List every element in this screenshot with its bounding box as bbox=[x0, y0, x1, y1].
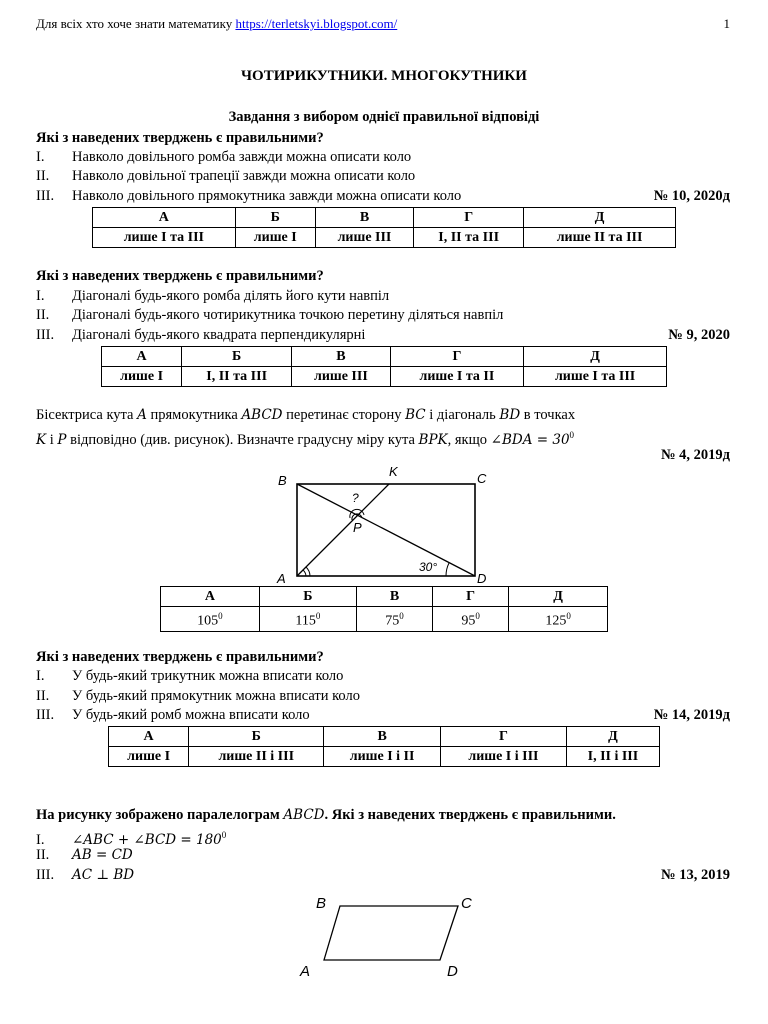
answer-letter: Д bbox=[524, 347, 667, 367]
bisector-ak bbox=[297, 484, 389, 576]
label-30-degrees: 30° bbox=[419, 560, 438, 574]
answer-letter: В bbox=[315, 208, 413, 228]
answer-letter: А bbox=[161, 587, 260, 607]
label-p: P bbox=[353, 520, 362, 535]
answer-letter: Д bbox=[509, 587, 608, 607]
q2-item: I. Діагоналі будь-якого ромба ділять його кути навпіл bbox=[36, 288, 390, 304]
answer-option[interactable]: лише III bbox=[292, 367, 390, 387]
q5-item: I. ∠ABC + ∠BCD = $180^0$ bbox=[36, 830, 227, 848]
label-a: A bbox=[300, 963, 311, 980]
answer-letter: Б bbox=[189, 727, 324, 747]
answer-option[interactable]: лише I та II bbox=[390, 367, 524, 387]
page-header bbox=[36, 16, 397, 32]
answer-letter: Г bbox=[440, 727, 566, 747]
answer-option[interactable]: $105^0$ bbox=[161, 607, 260, 632]
q1-item: II. Навколо довільної трапеції завжди можна описати коло bbox=[36, 168, 416, 184]
label-d: D bbox=[447, 963, 458, 980]
q4-item: II. У будь-який прямокутник можна вписати коло bbox=[36, 688, 360, 704]
answer-letter: А bbox=[93, 208, 236, 228]
blog-link[interactable]: https://terletskyi.blogspot.com/ bbox=[235, 16, 398, 31]
answer-option[interactable]: $95^0$ bbox=[433, 607, 509, 632]
answer-letter: А bbox=[109, 727, 189, 747]
answer-letter: В bbox=[292, 347, 390, 367]
q4-reference: № 14, 2019д bbox=[653, 707, 730, 723]
q1-question: Які з наведених тверджень є правильними? bbox=[36, 130, 324, 146]
rectangle-figure bbox=[270, 462, 500, 586]
answer-letter: В bbox=[356, 587, 432, 607]
q3-answer-table bbox=[160, 586, 608, 632]
answer-option[interactable]: $115^0$ bbox=[259, 607, 356, 632]
q2-reference: № 9, 2020 bbox=[668, 327, 730, 343]
label-c: C bbox=[477, 471, 487, 486]
label-b: B bbox=[316, 895, 327, 912]
parallelogram-abcd bbox=[324, 906, 458, 960]
answer-option[interactable]: I, II та III bbox=[182, 367, 292, 387]
page-title: ЧОТИРИКУТНИКИ. МНОГОКУТНИКИ bbox=[241, 68, 527, 84]
q1-item: I. Навколо довільного ромба завжди можна описати коло bbox=[36, 149, 412, 165]
answer-option[interactable]: I, II і III bbox=[566, 747, 659, 767]
q2-item: II. Діагоналі будь-якого чотирикутника точкою перетину діляться навпіл bbox=[36, 307, 504, 323]
answer-option[interactable]: лише II і III bbox=[189, 747, 324, 767]
answer-letter: Б bbox=[182, 347, 292, 367]
q3-text-line-2: K і P відповідно (див. рисунок). Визначте градусну міру кута BPK, якщо ∠BDA = $30^0$ bbox=[36, 430, 575, 448]
answer-letter: Д bbox=[566, 727, 659, 747]
answer-option[interactable]: лише I і III bbox=[440, 747, 566, 767]
label-c: C bbox=[461, 895, 472, 912]
q2-question: Які з наведених тверджень є правильними? bbox=[36, 268, 324, 284]
answer-option[interactable]: лише I та III bbox=[93, 228, 236, 248]
q5-question: На рисунку зображено паралелограм ABCD. Які з наведених тверджень є правильними. bbox=[36, 807, 616, 823]
q3-text-line-1: Бісектриса кута A прямокутника ABCD перетинає сторону BC і діагональ BD в точках bbox=[36, 407, 576, 423]
label-question: ? bbox=[352, 491, 359, 505]
answer-option[interactable]: лише II та III bbox=[524, 228, 676, 248]
q1-reference: № 10, 2020д bbox=[653, 188, 730, 204]
label-k: K bbox=[389, 464, 398, 479]
answer-option[interactable]: $75^0$ bbox=[356, 607, 432, 632]
q4-question: Які з наведених тверджень є правильними? bbox=[36, 649, 324, 665]
label-d: D bbox=[477, 571, 487, 586]
answer-option[interactable]: I, II та III bbox=[414, 228, 524, 248]
answer-letter: В bbox=[324, 727, 441, 747]
answer-option[interactable]: лише I bbox=[109, 747, 189, 767]
q1-item: III. Навколо довільного прямокутника завжди можна описати коло bbox=[36, 188, 462, 204]
answer-letter: А bbox=[102, 347, 182, 367]
diagonal-bd bbox=[297, 484, 475, 576]
parallelogram-figure bbox=[290, 888, 480, 984]
q2-answer-table bbox=[101, 346, 667, 387]
answer-letter: Д bbox=[524, 208, 676, 228]
label-b: B bbox=[278, 473, 287, 488]
q3-reference: № 4, 2019д bbox=[660, 447, 730, 463]
answer-option[interactable]: лише I і II bbox=[324, 747, 441, 767]
answer-letter: Б bbox=[235, 208, 315, 228]
section-subtitle: Завдання з вибором однієї правильної відповіді bbox=[228, 109, 540, 125]
answer-letter: Г bbox=[390, 347, 524, 367]
q4-item: I. У будь-який трикутник можна вписати коло bbox=[36, 668, 344, 684]
answer-letter: Г bbox=[433, 587, 509, 607]
answer-letter: Г bbox=[414, 208, 524, 228]
q4-item: III. У будь-який ромб можна вписати коло bbox=[36, 707, 310, 723]
answer-option[interactable]: лише I та III bbox=[524, 367, 667, 387]
q5-item: III. AC ⊥ BD bbox=[36, 867, 135, 883]
q4-answer-table bbox=[108, 726, 660, 767]
angle-a-arc-1 bbox=[306, 567, 310, 576]
q1-answer-table bbox=[92, 207, 676, 248]
page-number: 1 bbox=[723, 16, 730, 31]
answer-option[interactable]: лише III bbox=[315, 228, 413, 248]
q5-reference: № 13, 2019 bbox=[661, 867, 730, 883]
answer-option[interactable]: лише I bbox=[235, 228, 315, 248]
q2-item: III. Діагоналі будь-якого квадрата перпендикулярні bbox=[36, 327, 366, 343]
angle-d-arc bbox=[446, 563, 449, 576]
answer-option[interactable]: лише I bbox=[102, 367, 182, 387]
answer-option[interactable]: $125^0$ bbox=[509, 607, 608, 632]
label-a: A bbox=[277, 571, 286, 586]
q3-condition: ∠BDA = 30 bbox=[490, 431, 570, 448]
answer-letter: Б bbox=[259, 587, 356, 607]
header-text: Для всіх хто хоче знати математику bbox=[36, 16, 233, 31]
q5-item: II. AB = CD bbox=[36, 847, 133, 863]
angle-a-arc-2 bbox=[303, 570, 306, 576]
